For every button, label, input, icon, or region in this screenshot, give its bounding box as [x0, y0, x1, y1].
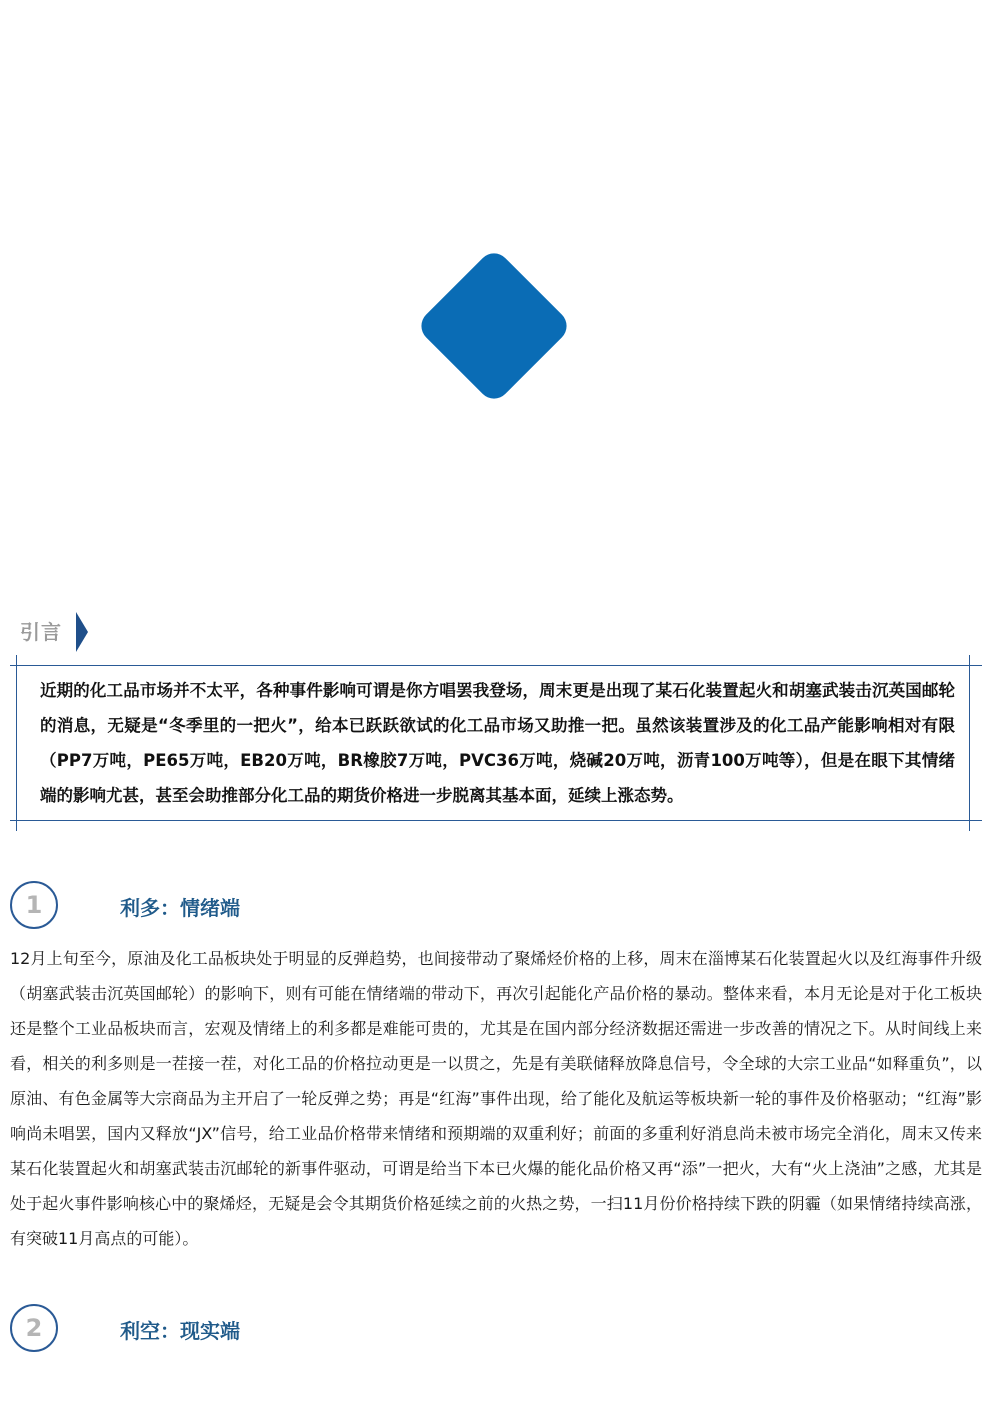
frame-top-line — [10, 665, 982, 666]
section-title: 利多：情绪端 — [120, 896, 240, 920]
intro-label: 引言 — [20, 620, 62, 644]
frame-bottom-line — [10, 820, 982, 821]
section-number-badge: 2 — [10, 1304, 58, 1352]
section-title: 利空：现实端 — [120, 1319, 240, 1343]
section-number-badge: 1 — [10, 881, 58, 929]
frame-right-line — [969, 655, 970, 831]
intro-paragraph: 近期的化工品市场并不太平，各种事件影响可谓是你方唱罢我登场，周末更是出现了某石化装置起火和胡塞武装击沉英国邮轮的消息，无疑是“冬季里的一把火”，给本已跃跃欲试的化工品市场又助推一把。虽然该装置涉及的化工品产能影响相对有限（PP7万吨，PE65万吨，EB20万吨，BR橡胶7万吨，PVC36万吨，烧碱20万吨，沥青100万吨等），但是在眼下其情绪端的影响尤甚，甚至会助推部分化工品的期货价格进一步脱离其基本面，延续上涨态势。 — [40, 681, 955, 805]
chevron-right-icon — [76, 612, 88, 652]
frame-left-line — [16, 655, 17, 831]
diamond-logo — [415, 247, 573, 405]
section-body-paragraph: 12月上旬至今，原油及化工品板块处于明显的反弹趋势，也间接带动了聚烯烃价格的上移，周末在淄博某石化装置起火以及红海事件升级（胡塞武装击沉英国邮轮）的影响下，则有可能在情绪端的带动下，再次引起能化产品价格的暴动。整体来看，本月无论是对于化工板块还是整个工业品板块而言，宏观及情绪上的利多都是难能可贵的，尤其是在国内部分经济数据还需进一步改善的情况之下。从时间线上来看，相关的利多则是一茬接一茬，对化工品的价格拉动更是一以贯之，先是有美联储释放降息信号，令全球的大宗工业品“如释重负”，以原油、有色金属等大宗商品为主开启了一轮反弹之势；再是“红海”事件出现，给了能化及航运等板块新一轮的事件及价格驱动；“红海”影响尚未唱罢，国内又释放“JX”信号，给工业品价格带来情绪和预期端的双重利好；前面的多重利好消息尚未被市场完全消化，周末又传来某石化装置起火和胡塞武装击沉邮轮的新事件驱动，可谓是给当下本已火爆的能化品价格又再“添”一把火，大有“火上浇油”之感，尤其是处于起火事件影响核心中的聚烯烃，无疑是会令其期货价格延续之前的火热之势，一扫11月份价格持续下跌的阴霾（如果情绪持续高涨，有突破11月高点的可能）。 — [10, 949, 982, 1248]
